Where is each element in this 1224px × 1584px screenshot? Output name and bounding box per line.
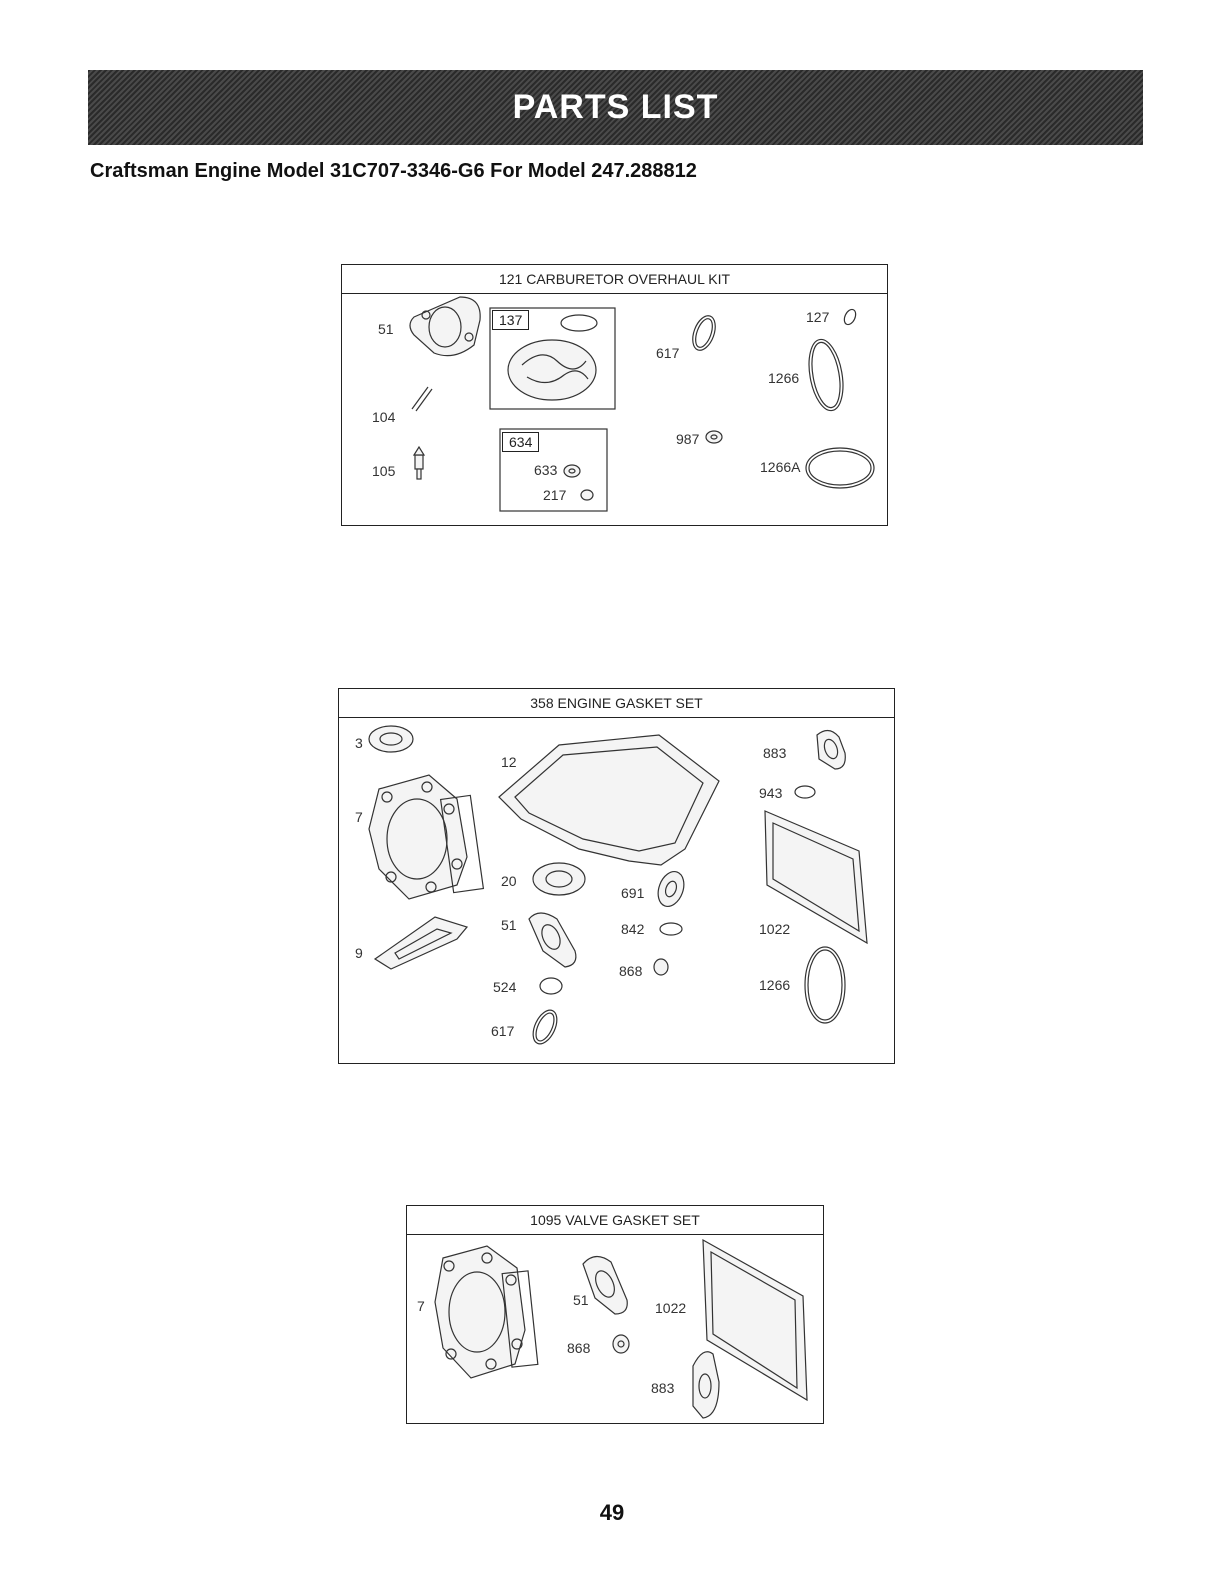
panel-title: 358 ENGINE GASKET SET: [339, 689, 894, 718]
part-label: 51: [378, 321, 394, 337]
banner-title: PARTS LIST: [512, 88, 719, 126]
part-label: 7: [355, 809, 363, 825]
part-label: 12: [501, 754, 517, 770]
part-label: 51: [573, 1292, 589, 1308]
part-label: 7: [417, 1298, 425, 1314]
page-number: 49: [599, 1500, 625, 1525]
part-label: 51: [501, 917, 517, 933]
part-label: 868: [619, 963, 643, 979]
part-label: 1266: [768, 370, 800, 386]
part-label: 3: [355, 735, 363, 751]
part-label: 20: [501, 873, 517, 889]
part-105-needle-drawing: [414, 447, 424, 479]
part-label: 868: [567, 1340, 591, 1356]
part-7-head-gasket-drawing: [369, 775, 483, 899]
part-12-crankcase-gasket-drawing: [499, 735, 719, 865]
part-51-gasket-drawing: [410, 297, 480, 356]
part-label: 842: [621, 921, 645, 937]
part-label: 104: [372, 409, 396, 425]
part-label: 943: [759, 785, 783, 801]
engine-gasket-drawing: [339, 689, 894, 1063]
engine-gasket-set-panel: [338, 688, 895, 1064]
valve-gasket-drawing: [407, 1206, 823, 1423]
part-label: 1022: [759, 921, 791, 937]
part-label: 1266: [759, 977, 791, 993]
parts-list-banner: [88, 70, 1143, 145]
part-label: 883: [763, 745, 787, 761]
engine-model-subtitle: Craftsman Engine Model 31C707-3346-G6 For Model 247.288812: [90, 160, 697, 182]
part-label: 634: [502, 432, 539, 452]
part-label: 1022: [655, 1300, 687, 1316]
panel-title: 121 CARBURETOR OVERHAUL KIT: [342, 265, 887, 294]
carburetor-kit-drawing: [342, 265, 887, 525]
part-label: 105: [372, 463, 396, 479]
part-label: 987: [676, 431, 700, 447]
carburetor-overhaul-kit-panel: [341, 264, 888, 526]
part-label: 9: [355, 945, 363, 961]
part-label: 883: [651, 1380, 675, 1396]
part-label: 127: [806, 309, 830, 325]
part-label: 617: [656, 345, 680, 361]
part-1022-cover-gasket-drawing: [703, 1240, 807, 1400]
part-label: 217: [543, 487, 567, 503]
part-label: 617: [491, 1023, 515, 1039]
part-label: 137: [492, 310, 529, 330]
panel-title: 1095 VALVE GASKET SET: [407, 1206, 823, 1235]
part-label: 524: [493, 979, 517, 995]
part-label: 1266A: [760, 459, 801, 475]
part-label: 633: [534, 462, 558, 478]
valve-gasket-set-panel: [406, 1205, 824, 1424]
part-label: 691: [621, 885, 645, 901]
part-7-head-gasket-drawing: [435, 1246, 538, 1378]
